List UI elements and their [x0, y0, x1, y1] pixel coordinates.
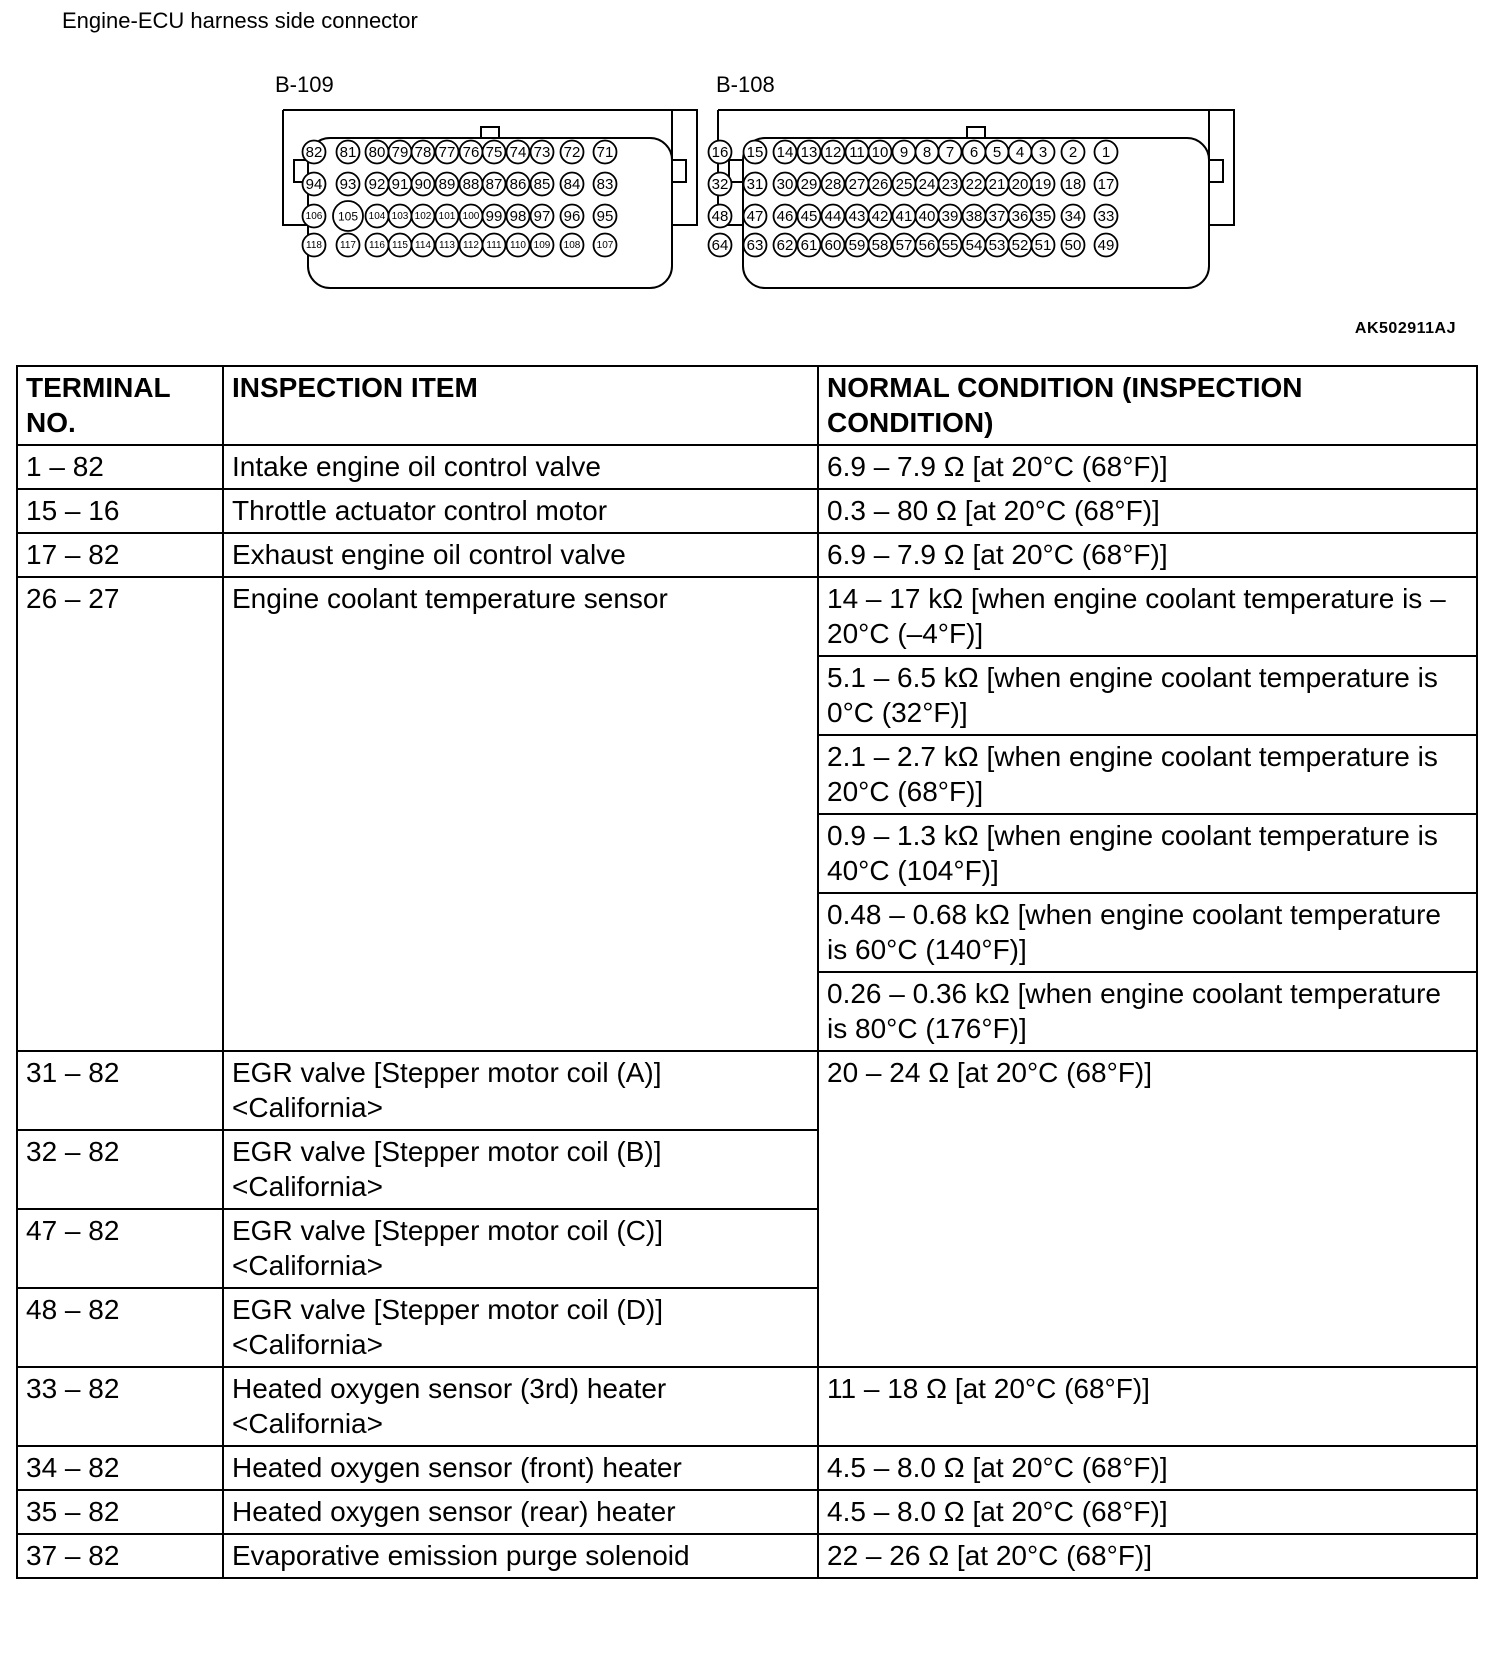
pin-number: 35 — [1034, 208, 1052, 225]
pin-number: 17 — [1097, 176, 1115, 193]
terminal-cell: 26 – 27 — [17, 577, 223, 1051]
pin-number: 8 — [922, 144, 932, 161]
pin-number: 24 — [918, 176, 936, 193]
pin-number: 54 — [965, 237, 983, 254]
pin-number: 13 — [800, 144, 818, 161]
terminal-cell: 34 – 82 — [17, 1446, 223, 1490]
item-cell: Evaporative emission purge solenoid — [223, 1534, 818, 1578]
pin-number: 51 — [1034, 237, 1052, 254]
pin-number: 95 — [596, 208, 614, 225]
terminal-cell: 48 – 82 — [17, 1288, 223, 1367]
pin-number: 76 — [462, 144, 480, 161]
pin-number: 106 — [305, 211, 323, 222]
table-header-row — [17, 366, 1477, 445]
pin-number: 91 — [391, 176, 409, 193]
pin-number: 45 — [800, 208, 818, 225]
table-row — [17, 445, 1477, 489]
pin-number: 26 — [871, 176, 889, 193]
header-terminal-no: TERMINAL NO. — [17, 366, 223, 445]
pin-number: 108 — [563, 240, 581, 251]
pin-number: 82 — [305, 144, 323, 161]
pin-number: 96 — [563, 208, 581, 225]
pin-number: 85 — [533, 176, 551, 193]
pin-number: 25 — [895, 176, 913, 193]
pin-number: 49 — [1097, 237, 1115, 254]
terminal-cell: 17 – 82 — [17, 533, 223, 577]
pin-number: 98 — [509, 208, 527, 225]
pin-number: 102 — [414, 211, 432, 222]
pin-number: 99 — [485, 208, 503, 225]
pin-number: 105 — [337, 209, 359, 224]
condition-cell: 0.26 – 0.36 kΩ [when engine coolant temperature is 80°C (176°F)] — [818, 972, 1477, 1051]
item-cell: Engine coolant temperature sensor — [223, 577, 818, 1051]
pin-number: 12 — [824, 144, 842, 161]
connector-b109 — [275, 72, 697, 288]
pin-number: 75 — [485, 144, 503, 161]
pin-number: 116 — [369, 240, 385, 251]
terminal-cell: 32 – 82 — [17, 1130, 223, 1209]
pin-number: 58 — [871, 237, 889, 254]
pin-number: 111 — [486, 240, 502, 251]
inspection-table — [16, 365, 1478, 1579]
pin-number: 109 — [533, 240, 551, 251]
condition-cell: 2.1 – 2.7 kΩ [when engine coolant temperature is 20°C (68°F)] — [818, 735, 1477, 814]
pin-number: 41 — [895, 208, 913, 225]
pin-number: 104 — [368, 211, 386, 222]
condition-cell: 4.5 – 8.0 Ω [at 20°C (68°F)] — [818, 1490, 1477, 1534]
pin-number: 28 — [824, 176, 842, 193]
pin-number: 18 — [1064, 176, 1082, 193]
condition-cell: 0.9 – 1.3 kΩ [when engine coolant temperature is 40°C (104°F)] — [818, 814, 1477, 893]
pin-number: 83 — [596, 176, 614, 193]
pin-number: 92 — [368, 176, 386, 193]
item-cell: Exhaust engine oil control valve — [223, 533, 818, 577]
pin-number: 19 — [1034, 176, 1052, 193]
pin-number: 56 — [918, 237, 936, 254]
pin-number: 43 — [848, 208, 866, 225]
figure-id: AK502911AJ — [1354, 320, 1456, 337]
pin-number: 118 — [306, 240, 322, 251]
pin-number: 86 — [509, 176, 527, 193]
pin-number: 113 — [439, 240, 455, 251]
pin-number: 16 — [711, 144, 729, 161]
connector-label-b108: B-108 — [716, 72, 775, 97]
condition-cell: 20 – 24 Ω [at 20°C (68°F)] — [818, 1051, 1477, 1367]
condition-cell: 0.48 – 0.68 kΩ [when engine coolant temperature is 60°C (140°F)] — [818, 893, 1477, 972]
pin-number: 52 — [1011, 237, 1029, 254]
pin-number: 107 — [596, 240, 614, 251]
pin-number: 101 — [438, 211, 456, 222]
pin-number: 110 — [510, 240, 526, 251]
table-row — [17, 1051, 1477, 1130]
terminal-cell: 35 – 82 — [17, 1490, 223, 1534]
pin-number: 93 — [339, 176, 357, 193]
pin-number: 90 — [414, 176, 432, 193]
table-row — [17, 1490, 1477, 1534]
pin-number: 32 — [711, 176, 729, 193]
pin-number: 44 — [824, 208, 842, 225]
terminal-cell: 15 – 16 — [17, 489, 223, 533]
pin-number: 30 — [776, 176, 794, 193]
pin-number: 74 — [509, 144, 527, 161]
pin-number: 38 — [965, 208, 983, 225]
terminal-cell: 33 – 82 — [17, 1367, 223, 1446]
pin-number: 14 — [776, 144, 794, 161]
pin-number: 29 — [800, 176, 818, 193]
pin-number: 53 — [988, 237, 1006, 254]
pin-number: 11 — [849, 144, 865, 161]
connector-b108 — [709, 72, 1235, 288]
condition-cell: 0.3 – 80 Ω [at 20°C (68°F)] — [818, 489, 1477, 533]
condition-cell: 5.1 – 6.5 kΩ [when engine coolant temperature is 0°C (32°F)] — [818, 656, 1477, 735]
pin-number: 63 — [746, 237, 764, 254]
pin-number: 42 — [871, 208, 889, 225]
pin-number: 50 — [1064, 237, 1082, 254]
pin-number: 23 — [941, 176, 959, 193]
pin-number: 103 — [391, 211, 409, 222]
condition-cell: 22 – 26 Ω [at 20°C (68°F)] — [818, 1534, 1477, 1578]
item-cell: Heated oxygen sensor (3rd) heater <California> — [223, 1367, 818, 1446]
pin-number: 100 — [462, 211, 480, 222]
table-row — [17, 1534, 1477, 1578]
pin-number: 40 — [918, 208, 936, 225]
pin-number: 88 — [462, 176, 480, 193]
pin-number: 5 — [992, 144, 1002, 161]
condition-cell: 6.9 – 7.9 Ω [at 20°C (68°F)] — [818, 445, 1477, 489]
pin-number: 31 — [746, 176, 764, 193]
pin-number: 55 — [941, 237, 959, 254]
pin-number: 48 — [711, 208, 729, 225]
pin-number: 71 — [596, 144, 614, 161]
connector-diagram — [0, 60, 1504, 320]
connector-label-b109: B-109 — [275, 72, 334, 97]
pin-number: 21 — [988, 176, 1006, 193]
pin-number: 89 — [438, 176, 456, 193]
pin-number: 39 — [941, 208, 959, 225]
figure-caption: Engine-ECU harness side connector — [62, 8, 418, 33]
condition-cell: 4.5 – 8.0 Ω [at 20°C (68°F)] — [818, 1446, 1477, 1490]
pin-number: 36 — [1011, 208, 1029, 225]
pin-number: 3 — [1038, 144, 1048, 161]
item-cell: Heated oxygen sensor (rear) heater — [223, 1490, 818, 1534]
pin-number: 57 — [895, 237, 913, 254]
pin-number: 2 — [1068, 144, 1078, 161]
pin-number: 47 — [746, 208, 764, 225]
pin-number: 62 — [776, 237, 794, 254]
pin-number: 9 — [899, 144, 909, 161]
item-cell: EGR valve [Stepper motor coil (A)] <California> — [223, 1051, 818, 1130]
pin-number: 81 — [339, 144, 357, 161]
pin-number: 84 — [563, 176, 581, 193]
item-cell: EGR valve [Stepper motor coil (B)] <California> — [223, 1130, 818, 1209]
pin-number: 7 — [945, 144, 955, 161]
item-cell: EGR valve [Stepper motor coil (C)] <California> — [223, 1209, 818, 1288]
terminal-cell: 47 – 82 — [17, 1209, 223, 1288]
pin-number: 27 — [848, 176, 866, 193]
pin-number: 60 — [824, 237, 842, 254]
pin-number: 10 — [871, 144, 889, 161]
pin-number: 77 — [438, 144, 456, 161]
pin-number: 1 — [1101, 144, 1111, 161]
table-row — [17, 577, 1477, 656]
pin-number: 64 — [711, 237, 729, 254]
item-cell: Heated oxygen sensor (front) heater — [223, 1446, 818, 1490]
condition-cell: 14 – 17 kΩ [when engine coolant temperature is –20°C (–4°F)] — [818, 577, 1477, 656]
pin-number: 87 — [485, 176, 503, 193]
pin-number: 15 — [746, 144, 764, 161]
item-cell: EGR valve [Stepper motor coil (D)] <California> — [223, 1288, 818, 1367]
pin-number: 22 — [965, 176, 983, 193]
pin-number: 61 — [800, 237, 818, 254]
pin-number: 34 — [1064, 208, 1082, 225]
pin-number: 80 — [368, 144, 386, 161]
pin-number: 20 — [1011, 176, 1029, 193]
table-row — [17, 1446, 1477, 1490]
header-normal-condition: NORMAL CONDITION (INSPECTION CONDITION) — [818, 366, 1477, 445]
pin-number: 33 — [1097, 208, 1115, 225]
pin-number: 114 — [415, 240, 431, 251]
table-row — [17, 533, 1477, 577]
pin-number: 72 — [563, 144, 581, 161]
condition-cell: 6.9 – 7.9 Ω [at 20°C (68°F)] — [818, 533, 1477, 577]
pin-number: 115 — [392, 240, 408, 251]
pin-number: 97 — [533, 208, 551, 225]
condition-cell: 11 – 18 Ω [at 20°C (68°F)] — [818, 1367, 1477, 1446]
header-inspection-item: INSPECTION ITEM — [223, 366, 818, 445]
terminal-cell: 31 – 82 — [17, 1051, 223, 1130]
pin-number: 112 — [463, 240, 479, 251]
pin-number: 6 — [969, 144, 979, 161]
table-row — [17, 1367, 1477, 1446]
pin-number: 79 — [391, 144, 409, 161]
pin-number: 94 — [305, 176, 323, 193]
pin-number: 59 — [848, 237, 866, 254]
pin-number: 46 — [776, 208, 794, 225]
pin-number: 78 — [414, 144, 432, 161]
pin-number: 37 — [988, 208, 1006, 225]
item-cell: Intake engine oil control valve — [223, 445, 818, 489]
item-cell: Throttle actuator control motor — [223, 489, 818, 533]
terminal-cell: 37 – 82 — [17, 1534, 223, 1578]
terminal-cell: 1 – 82 — [17, 445, 223, 489]
pin-number: 4 — [1015, 144, 1025, 161]
table-row — [17, 489, 1477, 533]
pin-number: 73 — [533, 144, 551, 161]
pin-number: 117 — [340, 240, 356, 251]
